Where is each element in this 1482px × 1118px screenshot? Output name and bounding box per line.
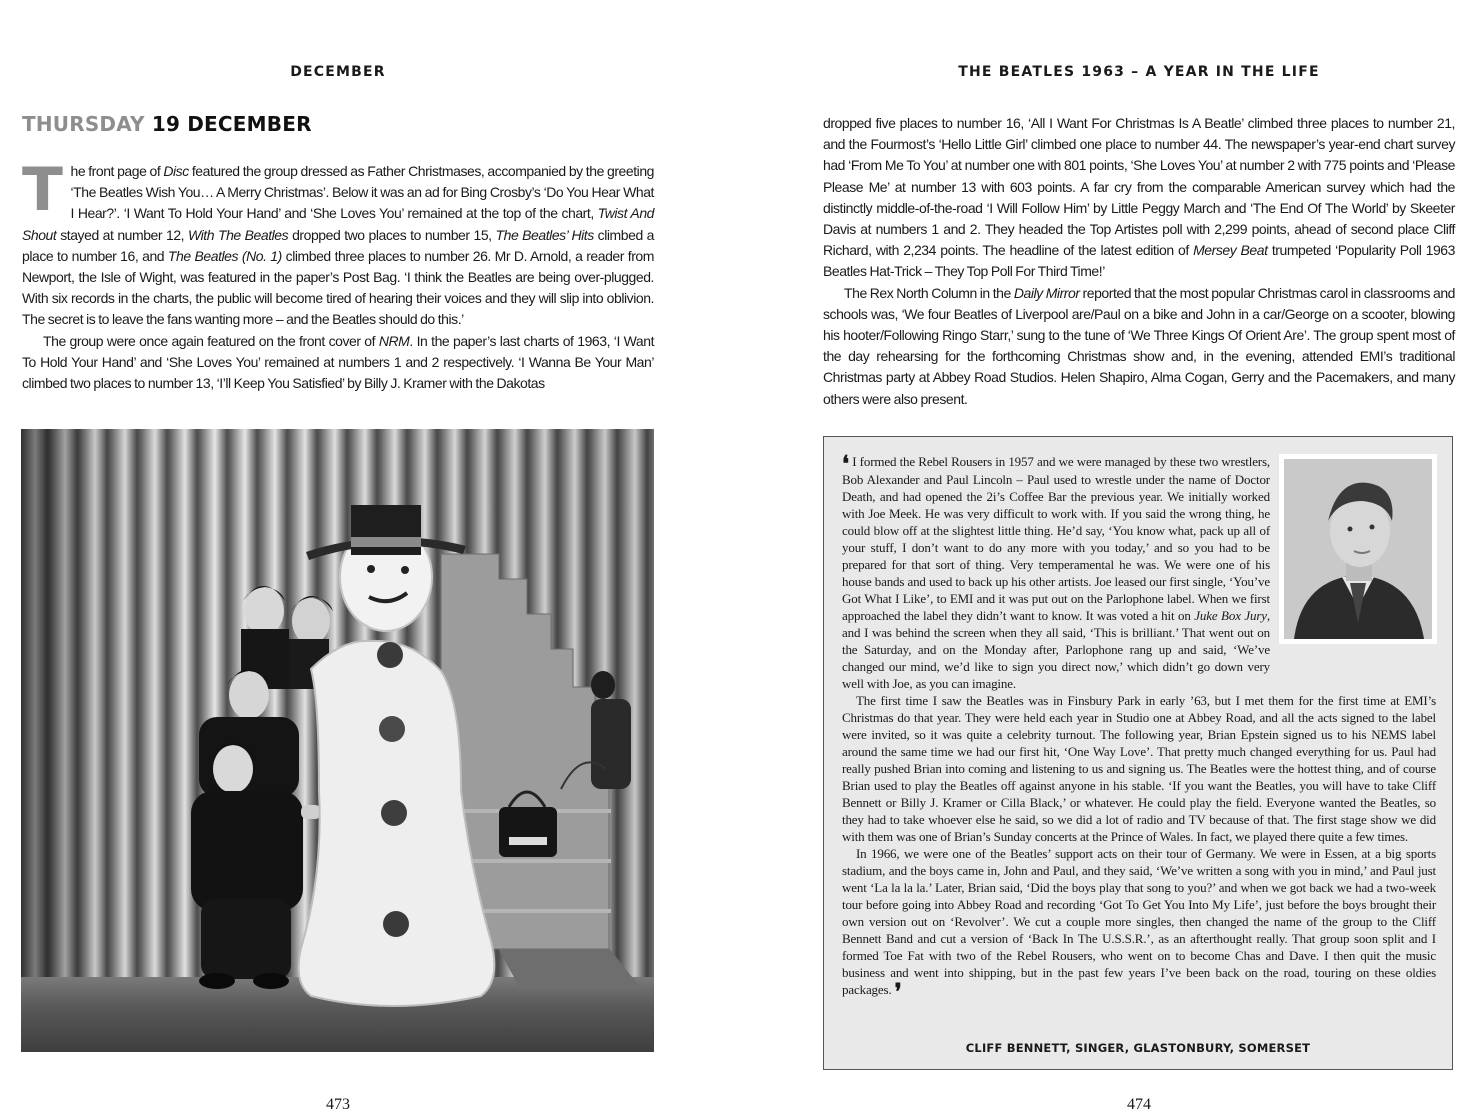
heading-weekday: THURSDAY	[22, 112, 145, 136]
open-quote-icon: ❛	[842, 451, 849, 477]
left-body-text	[22, 155, 655, 394]
quote-paragraph-2: The first time I saw the Beatles was in Finsbury Park in early ’63, but I met them for the first time at EMI’s Christmas do that year. They were held each year in Studio one at Abbey Road, and all the acts signed to the label were invited, so it was quite a celebrity turnout. The following year, Brian Epstein signed us to his NEMS label around the same time we had our first hit, ‘One Way Love’. That pretty much changed everything for us. Paul had really pushed Brian into coming and listening to us and signing us. The Beatles were the hottest thing, and of course Brian used to play the Beatles off against anyone in his stable. ‘If you want the Beatles, you will have to take Cliff Bennett or Billy J. Kramer or Cilla Black,’ or whatever. He could play the field. Everyone wanted the Beatles, so they had to take whoever else he said, so we did a lot of radio and TV because of that. The first stage show we did with them was one of Brian’s Sunday concerts at the Prince of Wales. In fact, we played there quite a few times.	[842, 693, 1436, 844]
quote-paragraph-3: In 1966, we were one of the Beatles’ support acts on their tour of Germany. We were in Essen, at a big sports stadium, and the boys came in, John and Paul, and they said, ‘We’ve written a song with you in mind,’ and Paul just went ‘La la la la.’ Later, Brian said, ‘Did the boys play that song to you?’ and when we got back we had a two-week tour before going into Abbey Road and recording ‘Got To Get You Into My Life’, just before the boys brought their own version out on ‘Revolver’. We cut a couple more singles, then changed the name of the group to the Cliff Bennett Band and cut a version of ‘Back In The U.S.S.R.’, as an afterthought really. That group soon split and I formed Toe Fat with two of the Rebel Rousers, who went on to become Chas and Dave. I then quit the music business and went into shipping, but in the past few years I’ve been back on the road, touring on these oldies packages. ❜	[842, 846, 1436, 1005]
quote-paragraph-1: ❛ I formed the Rebel Rousers in 1957 and we were managed by these two wrestlers, Bob Alexander and Paul Lincoln – Paul used to wrestle under the name of Doctor Death, and had opened the 2i’s Coffee Bar the previous year. We initially worked with Joe Meek. He was very difficult to work with. If you said the wrong thing, he could blow off at the slightest little thing. He’d say, ‘You know what, pack up all of your stuff, I don’t want to do any more with you today,’ and so you had to be prepared for that sort of thing. Very temperamental he was. We were one of his house bands and used to back up his other artists. Joe leased our first single, ‘You’ve Got What I Like’, to EMI and it was put out on the Parlophone label. When we first approached the label they didn’t want to know. It was voted a hit on Juke Box Jury, and I was behind the screen when they all said, ‘This is brilliant.’ That went out on the Saturday, and on the Monday after, Parlophone rang up and said, ‘We’ve changed our mind, we’d like to sign you direct now,’ which didn’t go down very well with Joe, as you can imagine.	[842, 451, 1270, 691]
right-paragraph-1: dropped five places to number 16, ‘All I Want For Christmas Is A Beatle’ climbed three places to number 21, and the Fourmost’s ‘Hello Little Girl’ climbed one place to number 44. The newspaper’s year-end chart survey had ‘From Me To You’ at number one with 801 points, ‘She Loves You’ at number 2 with 775 points and ‘Please Please Me’ at number 13 with 603 points. A far cry from the comparable American survey which had the distinctly middle-of-the-road ‘I Will Follow Him’ by Little Peggy March and ‘The End Of The World’ by Skeeter Davis at numbers 1 and 2. They headed the Top Artistes poll with 2,299 points, ahead of second place Cliff Richard, with 2,234 points. The headline of the latest edition of Mersey Beat trumpeted ‘Popularity Poll 1963 Beatles Hat-Trick – They Top Poll For Third Time!’	[823, 115, 1455, 280]
page-number-right: 474	[1127, 1096, 1151, 1113]
photo-illustration	[21, 429, 654, 1052]
page-number-left: 473	[326, 1096, 350, 1113]
right-page	[741, 0, 1482, 1118]
close-quote-icon: ❜	[894, 979, 902, 1005]
day-heading	[22, 112, 312, 136]
drop-cap: T	[22, 155, 63, 225]
quote-text	[842, 451, 1436, 1005]
right-body-text	[823, 113, 1455, 410]
left-paragraph-2: The group were once again featured on the front cover of NRM. In the paper’s last charts of 1963, ‘I Want To Hold Your Hand’ and ‘She Loves You’ remained at numbers 1 and 2 respectively. ‘I Wanna Be Your Man’ climbed two places to number 13, ‘I’ll Keep You Satisfied’ by Billy J. Kramer with the Dakotas	[22, 332, 655, 392]
heading-date: 19 DECEMBER	[151, 112, 312, 136]
left-paragraph-1: The front page of Disc featured the group dressed as Father Christmases, accompanied by the greeting ‘The Beatles Wish You… A Merry Christmas’. Below it was an ad for Bing Crosby’s ‘Do You Hear What I Hear?’. ‘I Want To Hold Your Hand’ and ‘She Loves You’ remained at the top of the chart, Twist And Shout stayed at number 12, With The Beatles dropped two places to number 15, The Beatles’ Hits climbed a place to number 16, and The Beatles (No. 1) climbed three places to number 26. Mr D. Arnold, a reader from Newport, the Isle of Wight, was featured in the paper’s Post Bag. ‘I think the Beatles are being over-plugged. With six records in the charts, the public will become tired of hearing their voices and they will slip into oblivion. The secret is to leave the fans wanting more – and the Beatles should do this.’	[22, 155, 655, 328]
running-head-right: THE BEATLES 1963 – A YEAR IN THE LIFE	[958, 64, 1320, 80]
running-head-left: DECEMBER	[290, 64, 386, 80]
right-paragraph-2: The Rex North Column in the Daily Mirror reported that the most popular Christmas carol in classrooms and schools was, ‘We four Beatles of Liverpool are/Paul on a bike and John in a car/George on a scooter, blowing his hooter/Following Ringo Starr,’ sung to the tune of ‘We Three Kings Of Orient Are’. The group spent most of the day rehearsing for the forthcoming Christmas show and, in the evening, attended EMI’s traditional Christmas party at Abbey Road Studios. Helen Shapiro, Alma Cogan, Gerry and the Pacemakers, and many others were also present.	[823, 284, 1456, 407]
snowman-photo	[21, 429, 654, 1052]
quote-attribution: CLIFF BENNETT, SINGER, GLASTONBURY, SOMERSET	[965, 1041, 1311, 1055]
quote-box	[823, 436, 1453, 1070]
